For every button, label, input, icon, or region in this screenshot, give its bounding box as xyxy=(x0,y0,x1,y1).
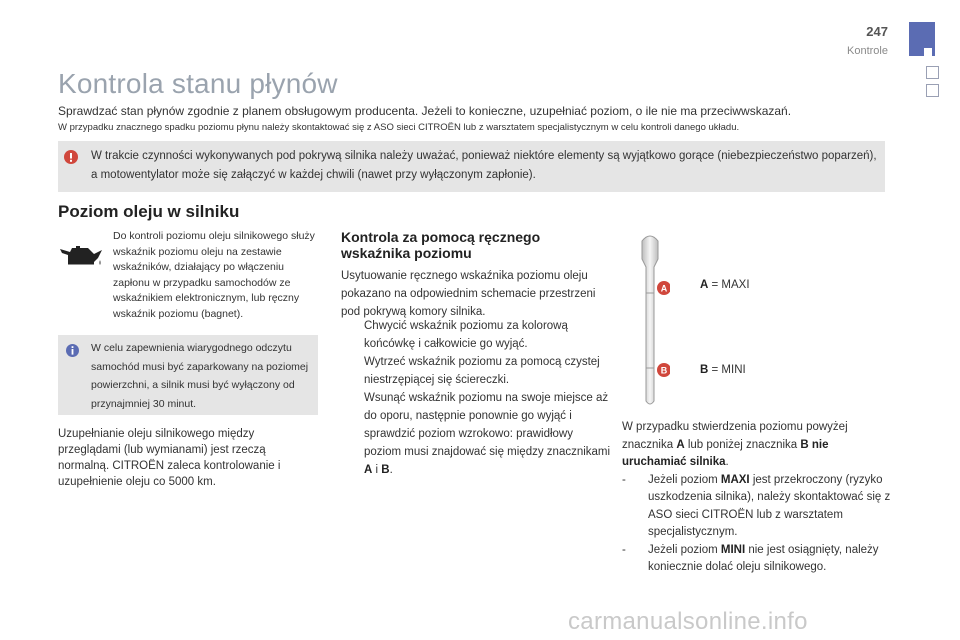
list-item xyxy=(622,472,892,542)
chapter-tab-active xyxy=(909,22,935,56)
marker-a-ref: A xyxy=(676,438,685,451)
list-item xyxy=(341,389,611,479)
marker-a-ref: A xyxy=(364,464,373,476)
chapter-tab xyxy=(926,84,939,97)
oil-top-up-text: Uzupełnianie oleju silnikowego między przeglądami (lub wymianami) jest rzeczą normalną. CITROËN zaleca kontrolowanie i uzupełnienie oleju co 5000 km. xyxy=(58,428,281,488)
info-text: W celu zapewnienia wiarygodnego odczytu samochód musi być zaparkowany na poziomej powierzchni, a silnik musi być wyłączony od przynajmniej 30 minut. xyxy=(91,342,309,410)
item-text: nie jest osiągnięty, należy koniecznie dolać oleju silnikowego. xyxy=(648,543,879,573)
marker-b-ref: B xyxy=(381,464,390,476)
mini-text: = MINI xyxy=(711,364,746,376)
warning-icon xyxy=(64,150,78,164)
oil-can-icon xyxy=(58,242,104,268)
list-item xyxy=(341,353,611,389)
steps-list xyxy=(341,317,611,479)
result-paragraph xyxy=(622,419,892,472)
maxi-label xyxy=(700,279,750,291)
page-number: 247 xyxy=(866,24,888,39)
step-text: Wytrzeć wskaźnik poziomu za pomocą czystej niestrzępiącej się ściereczki. xyxy=(364,356,600,386)
section-name: Kontrole xyxy=(847,45,888,57)
warning-text: W trakcie czynności wykonywanych pod pokrywą silnika należy uważać, ponieważ niektóre elementy są wyjątkowo gorące (niebezpieczeństwo poparzeń), a motowentylator może się załączyć w każdej chwili (nawet przy wyłączonym zapłonie). xyxy=(91,150,877,181)
list-item xyxy=(341,317,611,353)
subsection-heading: Kontrola za pomocą ręcznego wskaźnika poziomu xyxy=(341,229,541,261)
mini-marker: B xyxy=(700,364,709,376)
marker-b-letter: B xyxy=(660,365,668,376)
item-text: jest przekroczony (ryzyko uszkodzenia silnika), należy skontaktować się z ASO sieci CITROËN lub z warsztatem specjalistycznym. xyxy=(648,473,891,538)
oil-description: Do kontroli poziomu oleju silnikowego służy wskaźnik poziomu oleju na zestawie wskaźników, działający po włączeniu zapłonu w przypadku samochodów ze wskaźnikiem elektronicznym, lub ręczny wskaźnik poziomu (bagnet). xyxy=(113,230,315,320)
list-item xyxy=(622,542,892,577)
step-text: Chwycić wskaźnik poziomu za kolorową końcówkę i całkowicie go wyjąć. xyxy=(364,320,568,350)
mini-bold: MINI xyxy=(720,543,746,556)
page-title: Kontrola stanu płynów xyxy=(58,68,338,99)
step-text: Wsunąć wskaźnik poziomu na swoje miejsce aż do oporu, następnie ponownie go wyjąć i sprawdzić poziom wzrokowo: prawidłowy poziom musi znajdować się między znacznikami xyxy=(364,392,611,458)
result-text: W przypadku stwierdzenia poziomu powyżej znacznika xyxy=(622,421,848,451)
dash-bullet: - xyxy=(622,543,626,556)
mini-label xyxy=(700,364,746,376)
end-dot: . xyxy=(389,464,393,476)
conjunction: i xyxy=(375,464,379,476)
result-text: lub poniżej znacznika xyxy=(687,438,798,451)
intro-note: W przypadku znacznego spadku poziomu płynu należy skontaktować się z ASO sieci CITROËN lub z warsztatem specjalistycznym w celu kontroli danego układu. xyxy=(58,122,740,133)
marker-a-letter: A xyxy=(660,283,668,294)
engine-warning-bold: B nie uruchamiać silnika xyxy=(622,438,829,468)
item-text: Jeżeli poziom xyxy=(648,473,718,486)
chapter-tab xyxy=(926,66,939,79)
dash-bullet: - xyxy=(622,473,626,486)
level-result-text xyxy=(622,419,892,577)
result-list xyxy=(622,472,892,577)
end-dot: . xyxy=(725,456,729,468)
dipstick-illustration xyxy=(630,233,670,408)
maxi-text: = MAXI xyxy=(711,279,750,291)
item-text: Jeżeli poziom xyxy=(648,543,718,556)
maxi-bold: MAXI xyxy=(720,473,750,486)
info-icon xyxy=(66,344,79,357)
maxi-marker: A xyxy=(700,279,709,291)
section-heading: Poziom oleju w silniku xyxy=(58,202,240,221)
manual-check-intro: Usytuowanie ręcznego wskaźnika poziomu oleju pokazano na odpowiednim schemacie przestrzeni pod pokrywą komory silnika. xyxy=(341,270,596,318)
watermark: carmanualsonline.info xyxy=(568,608,808,635)
intro-text: Sprawdzać stan płynów zgodnie z planem obsługowym producenta. Jeżeli to konieczne, uzupełniać poziom, o ile nie ma przeciwwskazań. xyxy=(58,104,792,118)
